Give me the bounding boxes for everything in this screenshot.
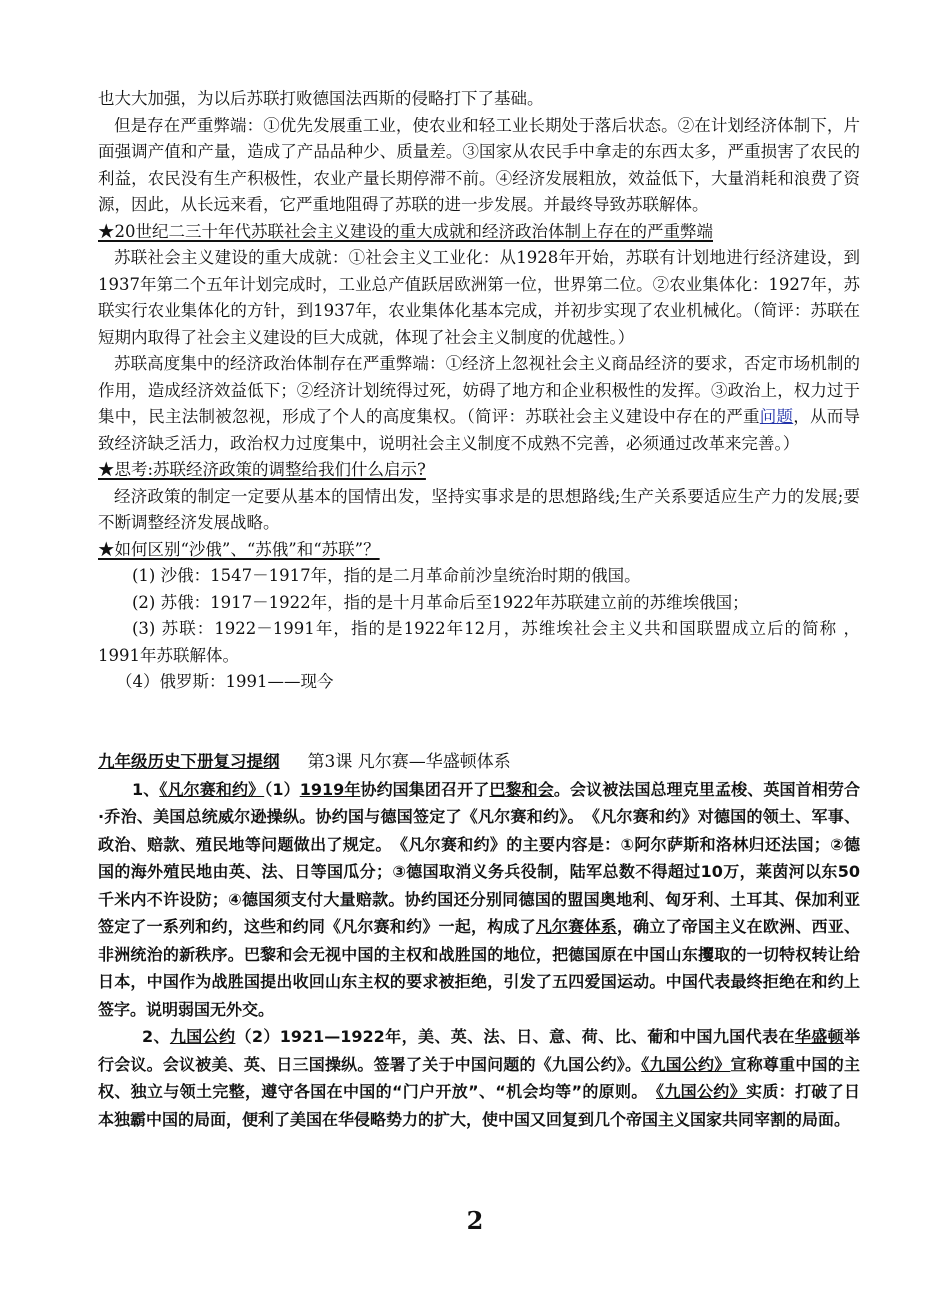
unit-header bbox=[98, 748, 860, 776]
text: 实质：打破了日本独霸中国的局面，便利了美国在华侵略势力的扩大，使中国又回复到几个帝国主义国家共同宰割的局面。 bbox=[98, 1082, 860, 1129]
text: 华盛顿 bbox=[794, 1027, 844, 1046]
text: 宣称尊重中国的主权、独立与领土完整，遵守各国在中国的“门户开放”、“机会均等”的原则。 bbox=[98, 1054, 860, 1101]
spacer bbox=[98, 696, 860, 748]
text: （1） bbox=[264, 779, 300, 799]
text: 巴黎和会 bbox=[489, 779, 554, 799]
text: 1、 bbox=[132, 779, 160, 799]
page-number: 2 bbox=[466, 1206, 484, 1235]
document-page bbox=[98, 86, 860, 1133]
paragraph: 经济政策的制定一定要从基本的国情出发，坚持实事求是的思想路线;生产关系要适应生产力的发展;要不断调整经济发展战略。 bbox=[98, 486, 860, 532]
text: 九国公约 bbox=[169, 1027, 236, 1046]
text: 。会议被法国总理克里孟梭、英国首相劳合·乔治、美国总统威尔逊操纵。协约国与德国签定了《凡尔赛和约》。 bbox=[98, 779, 860, 826]
text: 《凡尔赛和约》的主要内容是：①阿尔萨斯和洛林归还法国；②德国的海外殖民地由英、法、日等国瓜分；③德国取消义务兵役制，陆军总数不得超过10万，莱茵河以东50千米内不许设防；④德国须支付大量赔款。协约国还分别同德国的盟国奥地利、匈牙利、土耳其、保加利亚签定了一系列和约，这些和约同《凡尔赛和约》一起，构成了 bbox=[98, 834, 860, 936]
section-heading: ★20世纪二三十年代苏联社会主义建设的重大成就和经济政治体制上存在的严重弊端 bbox=[98, 221, 713, 241]
text: 苏联高度集中的经济政治体制存在严重弊端：①经济上忽视社会主义商品经济的要求，否定市场机制的作用，造成经济效益低下；②经济计划统得过死，妨碍了地方和企业积极性的发挥。③政治上，权力过于集中，民主法制被忽视，形成了个人的高度集权。（简评：苏联社会主义建设中存在的严重 bbox=[98, 354, 860, 426]
text: ，从而导致经济缺乏活力，政治权力过度集中，说明社会主义制度不成熟不完善，必须通过改革来完善。） bbox=[98, 407, 860, 453]
text: 凡尔赛体系 bbox=[535, 917, 617, 936]
text: （2）1921—1922年，美、英、法、日、意、荷、比、葡和中国九国代表在 bbox=[235, 1027, 795, 1046]
text: 举行会议。会议被美、英、日三国操纵。签署了关于中国问题的《九国公约》。 bbox=[98, 1027, 860, 1074]
text: 1919年 bbox=[299, 779, 361, 799]
text: 协约国集团召开了 bbox=[360, 779, 490, 799]
lesson-title: 第3课 凡尔赛—华盛顿体系 bbox=[307, 751, 511, 772]
paragraph bbox=[98, 351, 860, 457]
paragraph-nine-power-treaty bbox=[98, 1023, 860, 1133]
text: 《凡尔赛和约》 bbox=[159, 779, 265, 799]
text: 《凡尔赛和约》对德国的领土、军事、政治、赔款、殖民地等问题做出了规定。 bbox=[98, 807, 860, 854]
list-item: (1) 沙俄：1547－1917年，指的是二月革命前沙皇统治时期的俄国。 bbox=[132, 566, 641, 585]
list-item: （4）俄罗斯：1991——现今 bbox=[116, 672, 334, 691]
section-heading: ★如何区别“沙俄”、“苏俄”和“苏联”？ bbox=[98, 539, 380, 559]
hyperlink[interactable]: 问题 bbox=[759, 407, 794, 426]
text: 2、 bbox=[142, 1027, 170, 1046]
paragraph: 也大大加强，为以后苏联打败德国法西斯的侵略打下了基础。 bbox=[98, 89, 544, 108]
paragraph-versailles bbox=[98, 776, 860, 1024]
list-item: (3) 苏联：1922－1991年，指的是1922年12月，苏维埃社会主义共和国联盟成立后的简称 ，1991年苏联解体。 bbox=[98, 619, 860, 665]
paragraph: 但是存在严重弊端：①优先发展重工业，使农业和轻工业长期处于落后状态。②在计划经济体制下，片面强调产值和产量，造成了产品品种少、质量差。③国家从农民手中拿走的东西太多，严重损害了农民的利益，农民没有生产积极性，农业产量长期停滞不前。④经济发展粗放，效益低下，大量消耗和浪费了资源，因此，从长远来看，它严重地阻碍了苏联的进一步发展。并最终导致苏联解体。 bbox=[98, 115, 860, 214]
text: 《九国公约》 bbox=[655, 1082, 746, 1101]
list-item: (2) 苏俄：1917－1922年，指的是十月革命后至1922年苏联建立前的苏维埃俄国； bbox=[132, 592, 749, 612]
text: 《九国公约》 bbox=[641, 1054, 731, 1074]
section-heading: ★思考:苏联经济政策的调整给我们什么启示? bbox=[98, 460, 426, 479]
paragraph: 苏联社会主义建设的重大成就：①社会主义工业化：从1928年开始，苏联有计划地进行经济建设，到1937年第二个五年计划完成时，工业总产值跃居欧洲第一位，世界第二位。②农业集体化：1927年，苏联实行农业集体化的方针，到1937年，农业集体化基本完成，并初步实现了农业机械化。（简评：苏联在短期内取得了社会主义建设的巨大成就，体现了社会主义制度的优越性。） bbox=[98, 248, 860, 347]
unit-title: 九年级历史下册复习提纲 bbox=[98, 751, 280, 771]
text: ，确立了帝国主义在欧洲、西亚、非洲统治的新秩序。巴黎和会无视中国的主权和战胜国的地位，把德国原在中国山东攫取的一切特权转让给日本，中国作为战胜国提出收回山东主权的要求被拒绝，引发了五四爱国运动。中国代表最终拒绝在和约上签字。说明弱国无外交。 bbox=[98, 917, 860, 1019]
